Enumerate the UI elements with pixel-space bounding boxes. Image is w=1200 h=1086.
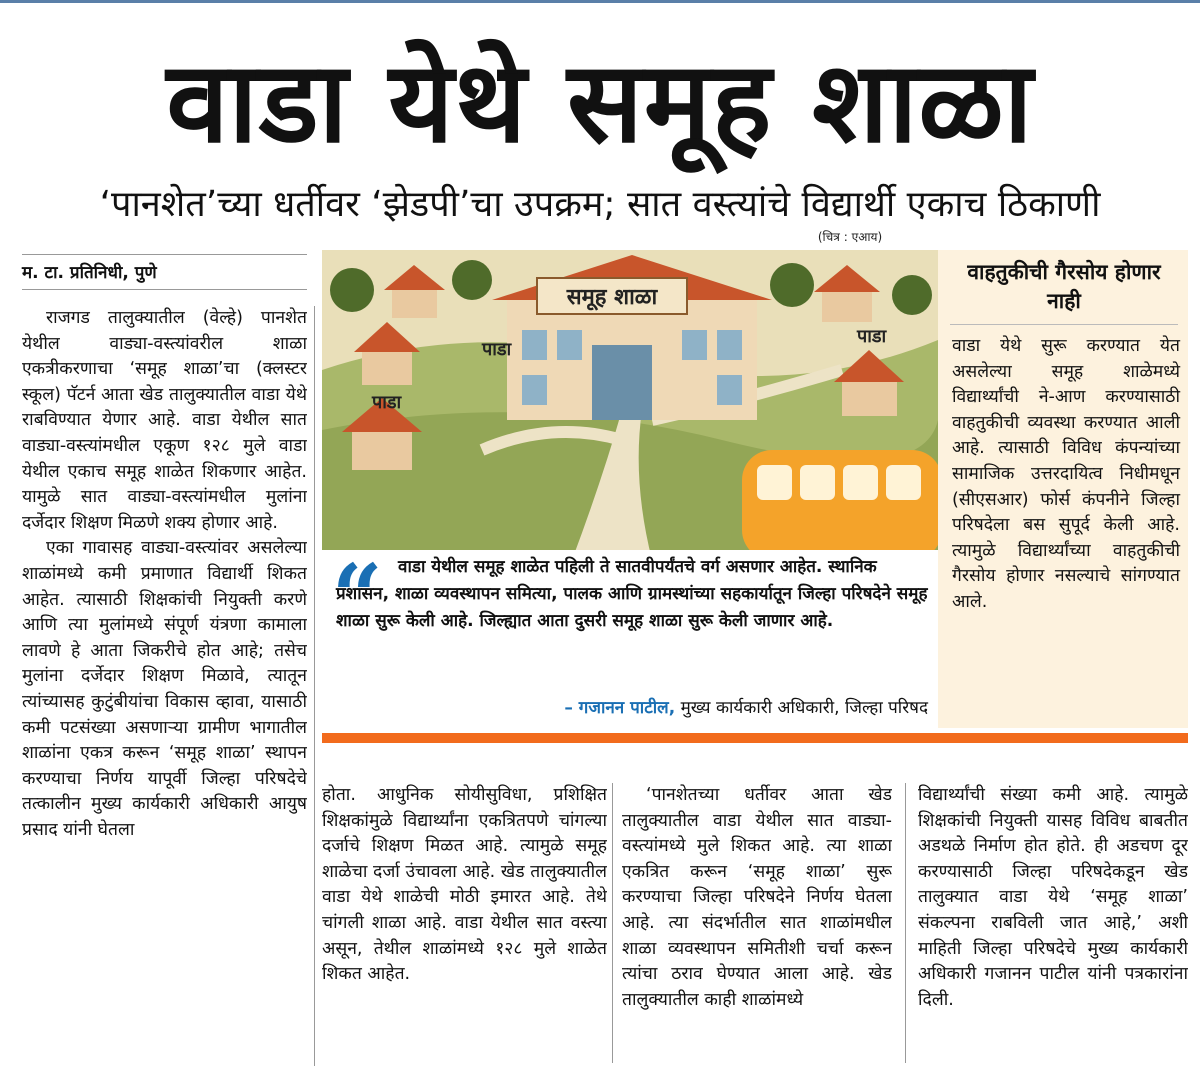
subheadline: ‘पानशेत’च्या धर्तीवर ‘झेडपी’चा उपक्रम; सात वस्त्यांचे विद्यार्थी एकाच ठिकाणी <box>99 184 1101 225</box>
quote-author: – गजानन पाटील, <box>564 698 676 718</box>
article-column-4 <box>918 783 1188 1063</box>
article-paragraph: विद्यार्थ्यांची संख्या कमी आहे. त्यामुळे शिक्षकांची नियुक्ती यासह विविध बाबतीत अडथळे निर्माण होत होते. ही अडचण दूर करण्यासाठी जिल्हा परिषदेकडून खेड तालुक्यात वाडा येथे ‘समूह शाळा’ संकल्पना राबविली जात आहे,’ अशी माहिती जिल्हा परिषदेचे मुख्य कार्यकारी अधिकारी गजानन पाटील यांनी पत्रकारांना दिली. <box>918 785 1188 1010</box>
quote-author-role: मुख्य कार्यकारी अधिकारी, जिल्हा परिषद <box>675 698 928 718</box>
article-paragraph: एका गावासह वाड्या-वस्त्यांवर असलेल्या शाळांमध्ये कमी प्रमाणात विद्यार्थी शिकत आहेत. त्यासाठी शिक्षकांची नियुक्ती करणे आणि त्या मुलांमध्ये संपूर्ण यंत्रणा कामाला लावणे हे आता जिकरीचे होत आहे; तसेच मुलांना दर्जेदार शिक्षण मिळावे, त्यातून त्यांच्यासह कुटुंबीयांचा विकास व्हावा, यासाठी कमी पटसंख्या असणाऱ्या ग्रामीण भागातील शाळांना एकत्र करून ‘समूह शाळा’ स्थापन करण्याचा निर्णय यापूर्वी जिल्हा परिषदेचे तत्कालीन मुख्य कार्यकारी अधिकारी आयुष प्रसाद यांनी घेतला <box>22 538 307 840</box>
illustration-label: पाडा <box>857 326 887 347</box>
article-column-3 <box>622 783 892 1063</box>
article-column-2 <box>322 783 607 1063</box>
pull-quote <box>322 544 938 730</box>
quote-attribution <box>336 696 928 720</box>
illustration-label: पाडा <box>372 392 402 413</box>
section-divider <box>322 733 1188 743</box>
sidebar-title: वाहतुकीची गैरसोय होणार नाही <box>950 258 1178 325</box>
article-paragraph: ‘पानशेतच्या धर्तीवर आता खेड तालुक्यातील वाडा येथील सात वाड्या-वस्त्यांमध्ये मुले शिकत आहे. त्या शाळा एकत्रित करून ‘समूह शाळा’ सुरू करण्याचा जिल्हा परिषदेने निर्णय घेतला आहे. त्या संदर्भातील सात शाळांमधील शाळा व्यवस्थापन समितीशी चर्चा करून त्यांचा ठराव घेण्यात आला आहे. खेड तालुक्यातील काही शाळांमध्ये <box>622 785 892 1010</box>
column-rule <box>314 306 315 1066</box>
quote-mark-icon: “ <box>332 544 383 648</box>
quote-text: वाडा येथील समूह शाळेत पहिली ते सातवीपर्यंतचे वर्ग असणार आहेत. स्थानिक प्रशासन, शाळा व्यवस्थापन समित्या, पालक आणि ग्रामस्थांच्या सहकार्यातून जिल्हा परिषदेने समूह शाळा सुरू केली आहे. जिल्ह्यात आता दुसरी समूह शाळा सुरू केली जाणार आहे. <box>336 557 928 631</box>
headline: वाडा येथे समूह शाळा <box>166 38 1034 168</box>
article-paragraph: राजगड तालुक्यातील (वेल्हे) पानशेत येथील वाड्या-वस्त्यांवरील शाळा एकत्रीकरणाचा ‘समूह शाळा’चा (क्लस्टर स्कूल) पॅटर्न आता खेड तालुक्यातील वाडा येथे राबविण्यात येणार आहे. वाडा येथील सात वाड्या-वस्त्यांमधील एकूण १२८ मुले वाडा येथील एकाच समूह शाळेत शिकणार आहेत. यामुळे सात वाड्या-वस्त्यांमधील मुलांना दर्जेदार शिक्षण मिळणे शक्य होणार आहे. <box>22 308 307 533</box>
image-credit: (चित्र : एआय) <box>817 230 883 244</box>
column-rule <box>905 783 906 1063</box>
article-column-1 <box>22 306 307 1066</box>
column-rule <box>612 783 613 1063</box>
top-rule <box>0 0 1200 3</box>
sidebar-body: वाडा येथे सुरू करण्यात येत असलेल्या समूह शाळेमध्ये विद्यार्थ्यांची ने-आण करण्यासाठी वाहतुकीची व्यवस्था करण्यात आली आहे. त्यासाठी विविध कंपन्यांच्या सामाजिक उत्तरदायित्व निधीमधून (सीएसआर) फोर्स कंपनीने जिल्हा परिषदेला बस सुपूर्द केली आहे. त्यामुळे विद्यार्थ्यांच्या वाहतुकीची गैरसोय होणार नसल्याचे सांगण्यात आले. <box>952 336 1180 612</box>
illustration-svg <box>322 250 938 560</box>
sidebar-box <box>938 250 1188 728</box>
article-paragraph: होता. आधुनिक सोयीसुविधा, प्रशिक्षित शिक्षकांमुळे विद्यार्थ्यांना एकत्रितपणे चांगल्या दर्जाचे शिक्षण मिळत आहे. त्यामुळे समूह शाळेचा दर्जा उंचावला आहे. खेड तालुक्यातील वाडा येथे शाळेची मोठी इमारत आहे. तेथे चांगली शाळा आहे. वाडा येथील सात वस्त्या असून, तेथील शाळांमध्ये १२८ मुले शाळेत शिकत आहेत. <box>322 785 607 985</box>
byline: म. टा. प्रतिनिधी, पुणे <box>22 254 307 290</box>
school-illustration <box>322 250 938 560</box>
illustration-label: पाडा <box>482 339 512 360</box>
school-sign: समूह शाळा <box>566 285 658 310</box>
